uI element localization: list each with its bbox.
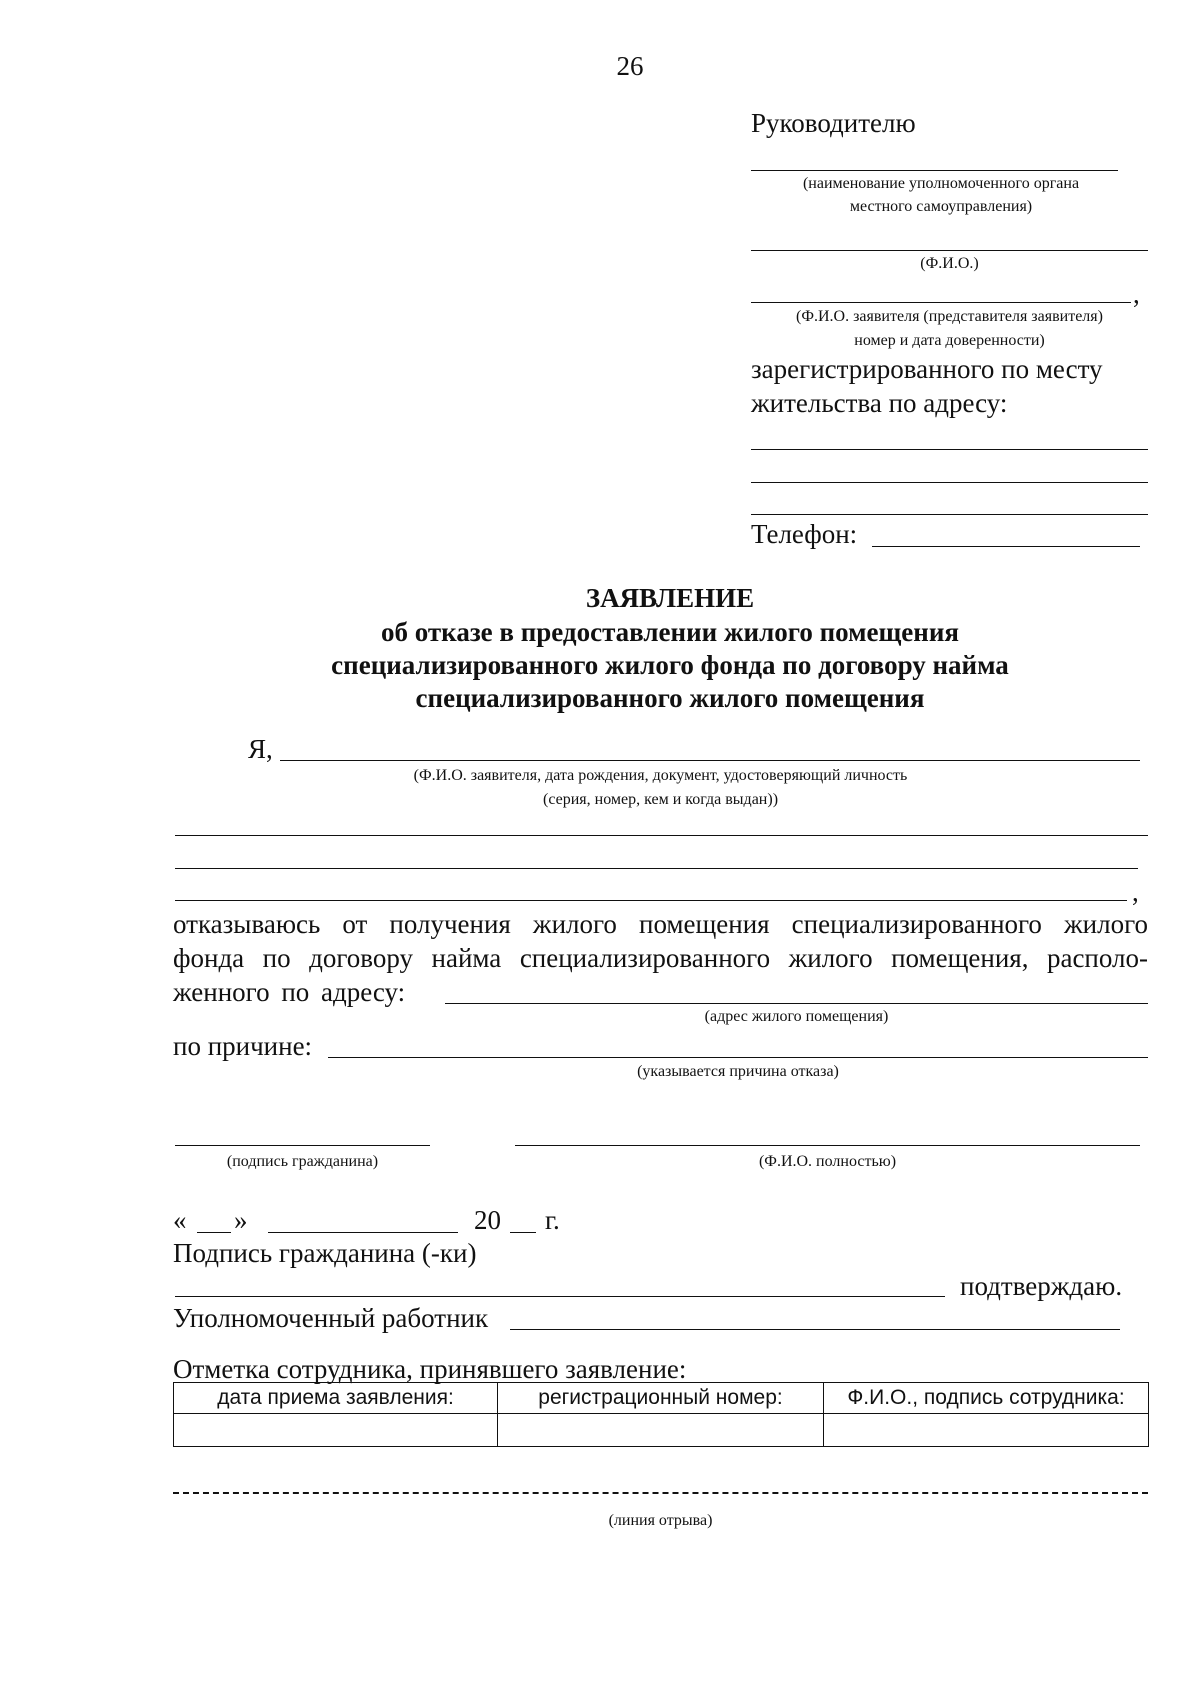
org-name-caption-2: местного самоуправления) (849, 198, 1033, 215)
document-title: ЗАЯВЛЕНИЕ (585, 583, 755, 613)
head-fio-line[interactable] (751, 250, 1148, 251)
confirm-signature-line[interactable] (175, 1296, 945, 1297)
date-year-line[interactable] (510, 1232, 536, 1233)
title-line-2: специализированного жилого фонда по договору найма (331, 650, 1009, 680)
refusal-text-3: женного по адресу: (173, 977, 406, 1007)
registration-number-cell[interactable] (498, 1414, 824, 1447)
applicant-details-caption-2: (серия, номер, кем и когда выдан)) (542, 791, 779, 808)
applicant-caption-1: (Ф.И.О. заявителя (представителя заявителя) (796, 308, 1103, 325)
housing-address-line[interactable] (445, 1003, 1148, 1004)
reason-caption: (указывается причина отказа) (637, 1063, 839, 1080)
addressee-label: Руководителю (751, 108, 916, 138)
registration-input-row (174, 1414, 1149, 1447)
registered-label-2: жительства по адресу: (751, 388, 1008, 418)
applicant-comma: , (1133, 279, 1140, 309)
confirm-label: подтверждаю. (960, 1271, 1123, 1301)
date-year-suffix: г. (545, 1205, 560, 1235)
title-line-3: специализированного жилого помещения (415, 683, 925, 713)
applicant-caption-2: номер и дата доверенности) (854, 332, 1045, 349)
registration-heading: Отметка сотрудника, принявшего заявление: (173, 1354, 687, 1384)
reception-date-cell[interactable] (174, 1414, 498, 1447)
date-day-line[interactable] (197, 1232, 231, 1233)
tear-line (173, 1492, 1148, 1494)
org-name-caption-1: (наименование уполномоченного органа (802, 175, 1080, 192)
i-label: Я, (248, 734, 273, 764)
authorized-worker-line[interactable] (510, 1329, 1120, 1330)
details-comma: , (1132, 877, 1139, 907)
address-line-3[interactable] (751, 514, 1148, 515)
employee-signature-cell[interactable] (824, 1414, 1149, 1447)
refusal-text-1: отказываюсь от получения жилого помещения специализированного жилого (173, 909, 1148, 939)
address-line-2[interactable] (751, 482, 1148, 483)
details-line-3[interactable] (175, 900, 1127, 901)
reason-line[interactable] (328, 1057, 1148, 1058)
full-name-caption: (Ф.И.О. полностью) (758, 1153, 897, 1170)
address-line-1[interactable] (751, 449, 1148, 450)
registered-label-1: зарегистрированного по месту (751, 354, 1103, 384)
citizen-signature-line[interactable] (175, 1145, 430, 1146)
citizen-signature-caption: (подпись гражданина) (226, 1153, 379, 1170)
org-name-line[interactable] (751, 170, 1118, 171)
applicant-fio-line[interactable] (751, 302, 1131, 303)
full-name-line[interactable] (515, 1145, 1140, 1146)
date-close-quote: » (234, 1205, 248, 1235)
registration-header-row (174, 1383, 1149, 1414)
date-year-prefix: 20 (474, 1205, 501, 1235)
housing-address-caption: (адрес жилого помещения) (704, 1008, 889, 1025)
phone-line[interactable] (872, 546, 1140, 547)
date-open-quote: « (173, 1205, 187, 1235)
details-line-1[interactable] (175, 835, 1148, 836)
applicant-details-line[interactable] (280, 760, 1140, 761)
authorized-worker-label: Уполномоченный работник (173, 1303, 489, 1333)
citizen-signature-label: Подпись гражданина (-ки) (173, 1238, 477, 1268)
date-month-line[interactable] (268, 1232, 458, 1233)
details-line-2[interactable] (175, 868, 1138, 869)
page-number: 26 (616, 51, 644, 81)
registration-table (173, 1382, 1149, 1447)
column-reception-date: дата приема заявления: (174, 1383, 498, 1414)
title-line-1: об отказе в предоставлении жилого помещения (381, 617, 959, 647)
column-registration-number: регистрационный номер: (498, 1383, 824, 1414)
applicant-details-caption-1: (Ф.И.О. заявителя, дата рождения, документ, удостоверяющий личность (413, 767, 908, 784)
refusal-text-2: фонда по договору найма специализированного жилого помещения, располо- (173, 943, 1148, 973)
tear-line-caption: (линия отрыва) (608, 1512, 713, 1529)
column-employee-signature: Ф.И.О., подпись сотрудника: (824, 1383, 1149, 1414)
reason-label: по причине: (173, 1031, 313, 1061)
head-fio-caption: (Ф.И.О.) (920, 255, 979, 272)
phone-label: Телефон: (751, 519, 858, 549)
